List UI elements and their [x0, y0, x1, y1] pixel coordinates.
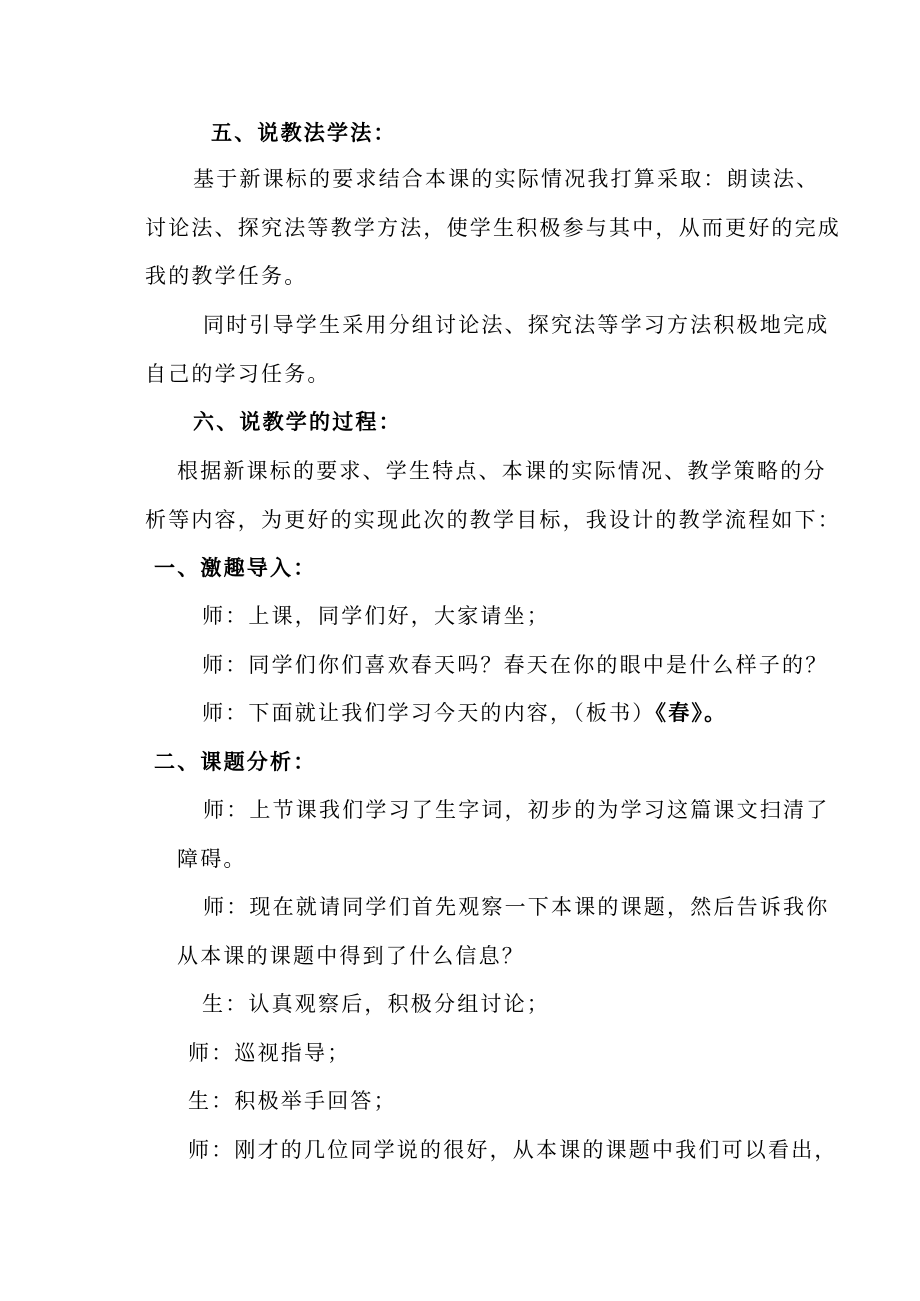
- dialogue-line: 师：巡视指导；: [188, 1041, 351, 1065]
- paragraph-line: 我的教学任务。: [145, 264, 308, 288]
- dialogue-line: 从本课的课题中得到了什么信息？: [177, 944, 525, 968]
- paragraph-line: 基于新课标的要求结合本课的实际情况我打算采取：朗读法、: [193, 167, 820, 191]
- dialogue-line: 生：认真观察后，积极分组讨论；: [202, 992, 550, 1016]
- dialogue-line: [202, 699, 727, 727]
- paragraph-line: 根据新课标的要求、学生特点、本课的实际情况、教学策略的分: [177, 459, 827, 483]
- paragraph-line: 析等内容，为更好的实现此次的教学目标，我设计的教学流程如下：: [145, 508, 841, 532]
- dialogue-text: 师：下面就让我们学习今天的内容，（板书）: [202, 701, 656, 725]
- paragraph-line: 讨论法、探究法等教学方法，使学生积极参与其中，从而更好的完成: [145, 216, 841, 240]
- section-heading-teaching-process: 六、说教学的过程：: [193, 409, 402, 434]
- paragraph-line: 同时引导学生采用分组讨论法、探究法等学习方法积极地完成: [203, 313, 830, 337]
- section-heading-teaching-methods: 五、说教法学法：: [211, 120, 397, 145]
- subsection-heading-topic-analysis: 二、课题分析：: [154, 749, 317, 774]
- dialogue-line: 师：上课，同学们好，大家请坐；: [202, 604, 550, 628]
- dialogue-line: 师：现在就请同学们首先观察一下本课的课题，然后告诉我你: [203, 895, 830, 919]
- dialogue-line: 师：刚才的几位同学说的很好，从本课的课题中我们可以看出，: [188, 1138, 838, 1162]
- dialogue-line: 师：同学们你们喜欢春天吗？春天在你的眼中是什么样子的？: [202, 653, 829, 677]
- paragraph-line: 自己的学习任务。: [145, 362, 331, 386]
- dialogue-line: 障碍。: [177, 847, 247, 871]
- dialogue-line: 师：上节课我们学习了生字词，初步的为学习这篇课文扫清了: [203, 798, 830, 822]
- subsection-heading-introduction: 一、激趣导入：: [154, 555, 317, 580]
- dialogue-line: 生：积极举手回答；: [188, 1089, 397, 1113]
- lesson-title: 《春》。: [655, 700, 728, 725]
